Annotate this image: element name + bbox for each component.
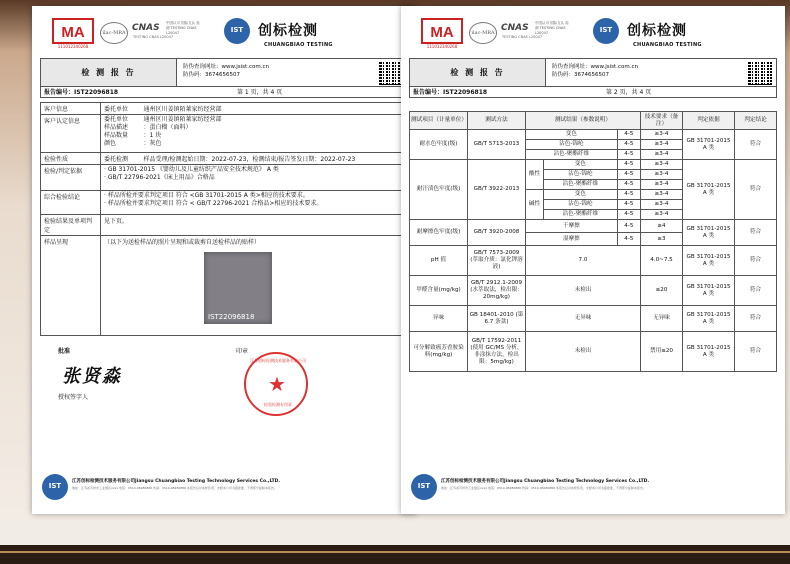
ph-result: 符合 bbox=[735, 246, 777, 276]
table-row: 变色 bbox=[544, 190, 618, 200]
odor-item: 异味 bbox=[410, 306, 468, 332]
azo-item: 可分解致癌芳香胺染料(mg/kg) bbox=[410, 332, 468, 372]
table-cell: ≥3-4 bbox=[641, 150, 683, 160]
photo-note: （以下为送检样品的照片呈现和或裁剪自送检样品的贴样） bbox=[104, 239, 261, 246]
client-value: 通州区川姜镇陌莱家纺经营部 bbox=[141, 103, 408, 115]
table-row: 沾色-聚酯纤维 bbox=[526, 150, 618, 160]
table-row: 沾色-聚酯纤维 bbox=[544, 210, 618, 220]
client-label: 客户信息 bbox=[41, 103, 101, 115]
table-row: 沾色-锦纶 bbox=[526, 140, 618, 150]
formaldehyde-basis: GB 31701-2015 A 类 bbox=[683, 276, 735, 306]
photo-label: 样品呈现 bbox=[41, 236, 101, 336]
qr-code-icon bbox=[748, 61, 772, 85]
brand-name-en-2: CHUANGBIAO TESTING bbox=[633, 42, 702, 48]
cnas-cn-text-2: 中国认可 国际互认 检测 TESTING CNAS L20047 bbox=[535, 21, 569, 35]
svg-text:MA: MA bbox=[430, 24, 454, 41]
seal-text: 江苏创标检测技术服务有限公司 bbox=[250, 358, 306, 363]
seal-label: 印章 bbox=[236, 348, 249, 355]
ph-method: GB/T 7573-2009 (萃取介质：氯化钾溶液) bbox=[468, 246, 526, 276]
formaldehyde-method: GB/T 2912.1-2009 (水萃取法，检出限：20mg/kg) bbox=[468, 276, 526, 306]
table-cell: 4-5 bbox=[617, 200, 640, 210]
table-cell: 4-5 bbox=[617, 170, 640, 180]
table-cell: 4-5 bbox=[617, 210, 640, 220]
cnas-logo-2: CNAS bbox=[501, 23, 529, 33]
conclusion-2: · 样品所检并要求判定项目 符合 < GB/T 22796-2021 合格品>相应的技术要求。 bbox=[104, 200, 323, 207]
table-row: 干摩擦 bbox=[526, 220, 618, 233]
sweat-result: 符合 bbox=[735, 160, 777, 220]
footer-small: 地址：江苏省苏州市工业园区xxxx 电话：0510-98280886 传真：0510-98280886 本报告仅对来样负责，未经本公司书面批准，不得部分复制本报告。 bbox=[72, 486, 277, 490]
report-no: IST22096818 bbox=[74, 89, 119, 96]
dates-value: 样品受理/检测起始日期：2022-07-23，检测结束/报告签发日期：2022-07-23 bbox=[141, 153, 408, 165]
nature-key: 委托检测 bbox=[101, 153, 141, 165]
azo-req: 禁用≤20 bbox=[641, 332, 683, 372]
company-seal bbox=[244, 352, 308, 416]
page-label-2: 第 2 页，共 4 页 bbox=[606, 89, 652, 96]
table-cell: 4-5 bbox=[617, 130, 640, 140]
table-cell: 4-5 bbox=[617, 150, 640, 160]
water-item: 耐水色牢度(级) bbox=[410, 130, 468, 160]
info-table bbox=[40, 102, 408, 336]
anti-fake-info bbox=[183, 63, 269, 79]
anti-fake-code-label: 防伪码： bbox=[183, 72, 206, 78]
formaldehyde-value: 未检出 bbox=[526, 276, 641, 306]
anti-fake-url: www.jsist.com.cn bbox=[221, 64, 269, 70]
basis-values bbox=[101, 165, 408, 191]
conclusion-1: · 样品所检并要求判定项目 符合 <GB 31701-2015 A 类>相应的技术要求。 bbox=[104, 192, 309, 199]
basis-2: · GB/T 22796-2021《床上用品》合格品 bbox=[104, 174, 215, 181]
table-row: 湿摩擦 bbox=[526, 233, 618, 246]
report-title: 检 测 报 告 bbox=[41, 59, 177, 87]
table-cell: 4-5 bbox=[617, 233, 640, 246]
color-value: ：灰色 bbox=[143, 140, 162, 147]
report-footer-2 bbox=[411, 474, 775, 506]
cnas-sub: TESTING CNAS L20047 bbox=[133, 35, 174, 39]
formaldehyde-item: 甲醛含量(mg/kg) bbox=[410, 276, 468, 306]
signature: 张贤淼 bbox=[62, 366, 122, 387]
brand-name-en: CHUANGBIAO TESTING bbox=[264, 42, 333, 48]
report-number-row-2 bbox=[409, 86, 777, 98]
table-cell: ≥3-4 bbox=[641, 140, 683, 150]
header-item: 测试项目（计量单位） bbox=[410, 112, 468, 130]
table-cell: 4-5 bbox=[617, 160, 640, 170]
table-cell: 4-5 bbox=[617, 180, 640, 190]
rub-basis: GB 31701-2015 A 类 bbox=[683, 220, 735, 246]
ph-value: 7.0 bbox=[526, 246, 641, 276]
water-result: 符合 bbox=[735, 130, 777, 160]
sample-qty-key: 样品数量 bbox=[104, 132, 129, 139]
anti-fake-label-2: 防伪查询网址： bbox=[552, 64, 591, 70]
ph-req: 4.0~7.5 bbox=[641, 246, 683, 276]
report-no-2: IST22096818 bbox=[443, 89, 488, 96]
footer-ist-logo-icon bbox=[42, 474, 68, 500]
table-cell: ≥3-4 bbox=[641, 210, 683, 220]
sample-photo bbox=[204, 252, 272, 324]
brand-name-2: 创标检测 bbox=[627, 23, 687, 39]
ilac-logo-icon: ilac-MRA bbox=[469, 22, 497, 44]
report-title-2: 检 测 报 告 bbox=[410, 59, 546, 87]
bottom-band bbox=[0, 545, 790, 564]
seal-sub: 检验检测专用章 bbox=[264, 402, 292, 407]
water-method: GB/T 5713-2013 bbox=[468, 130, 526, 160]
table-row: 沾色-锦纶 bbox=[544, 200, 618, 210]
table-cell: ≥3-4 bbox=[641, 160, 683, 170]
conclusion-label: 综合检验结论 bbox=[41, 191, 101, 215]
table-row: 变色 bbox=[526, 130, 618, 140]
report-no-label-2: 报告编号： bbox=[413, 89, 444, 96]
table-cell: ≥3-4 bbox=[641, 200, 683, 210]
rub-method: GB/T 3920-2008 bbox=[468, 220, 526, 246]
table-cell: ≥4 bbox=[641, 220, 683, 233]
anti-fake-code-2: 3674656507 bbox=[574, 72, 610, 78]
client-key: 委托单位 bbox=[101, 103, 141, 115]
sweat-basis: GB 31701-2015 A 类 bbox=[683, 160, 735, 220]
azo-result: 符合 bbox=[735, 332, 777, 372]
confirm-label: 客户认定信息 bbox=[41, 115, 101, 153]
odor-method: GB 18401-2010 (第 6.7 条款) bbox=[468, 306, 526, 332]
confirm-keys bbox=[101, 115, 141, 153]
sweat-item: 耐汗渍色牢度(级) bbox=[410, 160, 468, 220]
alkali-label: 碱性 bbox=[526, 190, 544, 220]
report-page-2 bbox=[401, 6, 785, 514]
anti-fake-code: 3674656507 bbox=[205, 72, 241, 78]
anti-fake-url-2: www.jsist.com.cn bbox=[590, 64, 638, 70]
table-cell: 4-5 bbox=[617, 220, 640, 233]
ph-basis: GB 31701-2015 A 类 bbox=[683, 246, 735, 276]
cnas-logo: CNAS bbox=[132, 23, 160, 33]
azo-value: 未检出 bbox=[526, 332, 641, 372]
report-page-1 bbox=[32, 6, 416, 514]
header-conclusion: 判定结论 bbox=[735, 112, 777, 130]
header-req: 技术要求（备注） bbox=[641, 112, 683, 130]
formaldehyde-req: ≤20 bbox=[641, 276, 683, 306]
table-cell: ≥3-4 bbox=[641, 190, 683, 200]
conclusion-values bbox=[101, 191, 408, 215]
anti-fake-label: 防伪查询网址： bbox=[183, 64, 222, 70]
water-basis: GB 31701-2015 A 类 bbox=[683, 130, 735, 160]
formaldehyde-result: 符合 bbox=[735, 276, 777, 306]
odor-basis: GB 31701-2015 A 类 bbox=[683, 306, 735, 332]
report-header bbox=[32, 6, 416, 58]
photo-cell bbox=[101, 236, 408, 336]
sample-desc-value: ：蛋白榴（面料） bbox=[143, 124, 192, 131]
table-cell: ≥3 bbox=[641, 233, 683, 246]
cma-number-2: 111012340268 bbox=[426, 44, 458, 49]
confirm-values bbox=[141, 115, 408, 153]
table-cell: 4-5 bbox=[617, 140, 640, 150]
report-title-row-2 bbox=[409, 58, 777, 86]
sample-tag: IST22096818 bbox=[208, 313, 255, 321]
report-no-label: 报告编号： bbox=[44, 89, 75, 96]
nature-label: 检验性质 bbox=[41, 153, 101, 165]
header-result: 测试结果（参数说明） bbox=[526, 112, 641, 130]
header-method: 测试方法 bbox=[468, 112, 526, 130]
svg-text:MA: MA bbox=[61, 24, 85, 41]
ist-logo-icon bbox=[224, 18, 250, 44]
cnas-sub-2: TESTING CNAS L20047 bbox=[502, 35, 543, 39]
seal-star-icon: ★ bbox=[268, 372, 286, 396]
acid-label: 酸性 bbox=[526, 160, 544, 190]
signer-label: 授权签字人 bbox=[58, 394, 89, 401]
azo-basis: GB 31701-2015 A 类 bbox=[683, 332, 735, 372]
rub-result: 符合 bbox=[735, 220, 777, 246]
ist-logo-icon bbox=[593, 18, 619, 44]
table-cell: ≥3-4 bbox=[641, 180, 683, 190]
table-row: 沾色-锦纶 bbox=[544, 170, 618, 180]
page-label: 第 1 页，共 4 页 bbox=[237, 89, 283, 96]
cma-logo-icon bbox=[52, 18, 94, 44]
odor-req: 无异味 bbox=[641, 306, 683, 332]
cma-number: 111012340268 bbox=[57, 44, 89, 49]
remark-value: 见下页。 bbox=[101, 215, 408, 236]
footer-ist-logo-icon bbox=[411, 474, 437, 500]
table-row: 变色 bbox=[544, 160, 618, 170]
results-table bbox=[409, 111, 777, 372]
cma-logo-icon bbox=[421, 18, 463, 44]
sweat-method: GB/T 3922-2013 bbox=[468, 160, 526, 220]
cnas-cn-text: 中国认可 国际互认 检测 TESTING CNAS L20047 bbox=[166, 21, 200, 35]
table-cell: 4-5 bbox=[617, 190, 640, 200]
anti-fake-code-label-2: 防伪码： bbox=[552, 72, 575, 78]
bottom-band-line bbox=[0, 551, 790, 553]
odor-value: 无异味 bbox=[526, 306, 641, 332]
approve-label: 批准 bbox=[58, 348, 71, 355]
remark-label: 检验结果及单项判定 bbox=[41, 215, 101, 236]
footer-company-2: 江苏创标检测技术服务有限公司Jiangsu Chuangbiao Testing Technology Services Co.,LTD. bbox=[441, 479, 650, 484]
ilac-logo-icon: ilac-MRA bbox=[100, 22, 128, 44]
table-cell: ≥3-4 bbox=[641, 130, 683, 140]
qr-code-icon bbox=[379, 61, 403, 85]
confirm-client-value: 通州区川姜镇陌莱家纺经营部 bbox=[143, 116, 222, 123]
sample-qty-value: ：1 块 bbox=[143, 132, 162, 139]
report-number-row bbox=[40, 86, 408, 98]
table-cell: ≥3-4 bbox=[641, 170, 683, 180]
ph-item: pH 值 bbox=[410, 246, 468, 276]
header-basis: 判定依据 bbox=[683, 112, 735, 130]
anti-fake-info-2 bbox=[552, 63, 638, 79]
report-footer bbox=[42, 474, 406, 506]
report-header-2 bbox=[401, 6, 785, 58]
sample-desc-key: 样品描述 bbox=[104, 124, 129, 131]
report-title-row bbox=[40, 58, 408, 86]
confirm-client-key: 委托单位 bbox=[104, 116, 129, 123]
footer-company: 江苏创标检测技术服务有限公司Jiangsu Chuangbiao Testing Technology Services Co.,LTD. bbox=[72, 479, 281, 484]
footer-small-2: 地址：江苏省苏州市工业园区xxxx 电话：0510-98280886 传真：0510-98280886 本报告仅对来样负责，未经本公司书面批准，不得部分复制本报告。 bbox=[441, 486, 646, 490]
rub-item: 耐摩擦色牢度(级) bbox=[410, 220, 468, 246]
basis-label: 检验/判定依据 bbox=[41, 165, 101, 191]
odor-result: 符合 bbox=[735, 306, 777, 332]
azo-method: GB/T 17592-2011 (使用 GC/MS 分析，非涂抹方法，检出限：5mg/kg) bbox=[468, 332, 526, 372]
table-row: 沾色-聚酯纤维 bbox=[544, 180, 618, 190]
brand-name: 创标检测 bbox=[258, 23, 318, 39]
basis-1: · GB 31701-2015 《婴幼儿及儿童纺织产品安全技术规范》 A 类 bbox=[104, 166, 279, 173]
color-key: 颜色 bbox=[104, 140, 117, 147]
